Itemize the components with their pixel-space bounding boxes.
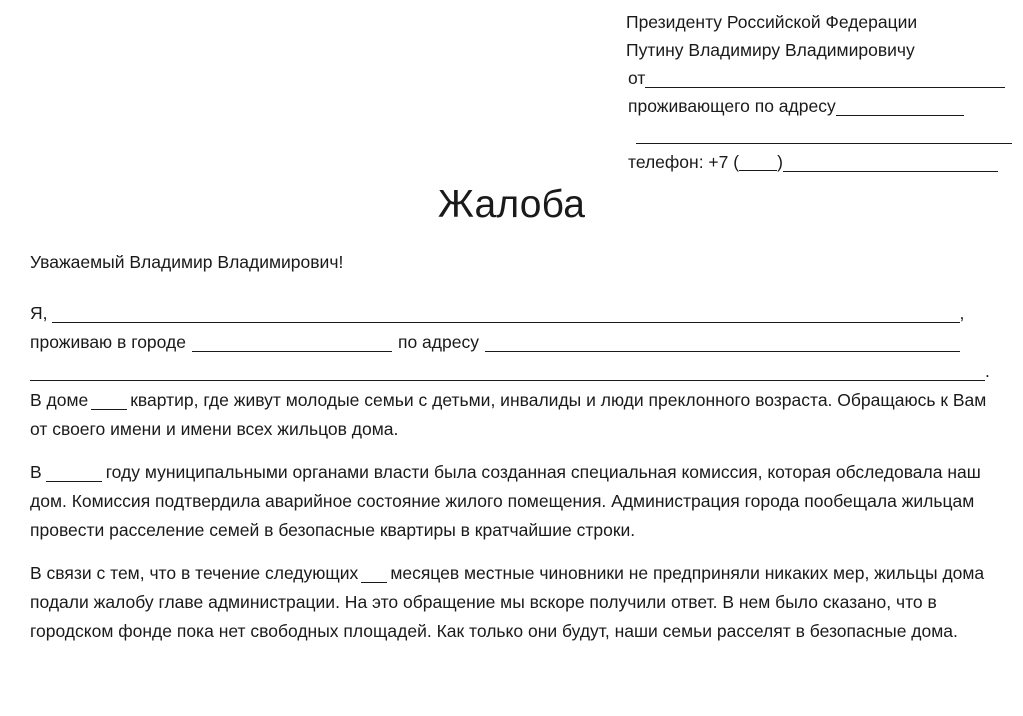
addressee-line-recipient-name: Путину Владимиру Владимировичу <box>626 40 915 60</box>
paragraph-apartments <box>30 386 998 444</box>
self-label: Я, <box>30 303 48 323</box>
phone-number-blank-line[interactable] <box>783 171 998 172</box>
full-name-blank-line[interactable] <box>52 322 960 323</box>
fill-in-row-city-address <box>30 328 995 357</box>
paragraph-apartments-part1: В доме <box>30 390 89 410</box>
from-blank-line[interactable] <box>645 87 1005 88</box>
paragraph-commission <box>30 458 998 545</box>
residence-continuation-blank-line[interactable] <box>636 143 1012 144</box>
city-label: проживаю в городе <box>30 332 186 352</box>
phone-label: телефон: +7 ( <box>628 152 740 172</box>
addressee-continuation-row <box>626 120 1016 148</box>
addressee-residence-row <box>626 92 1016 120</box>
from-label: от <box>628 68 646 88</box>
year-blank[interactable] <box>46 481 102 482</box>
addressee-phone-row <box>626 148 1016 176</box>
addressee-block <box>626 8 1016 176</box>
addressee-line-recipient-title: Президенту Российской Федерации <box>626 12 918 32</box>
paragraph-inaction-part1: В связи с тем, что в течение следующих <box>30 563 359 583</box>
addressee-from-row <box>626 64 1016 92</box>
fill-in-row-name <box>30 299 995 328</box>
residence-label: проживающего по адресу <box>628 96 836 116</box>
body-text <box>30 386 998 646</box>
paragraph-inaction <box>30 559 998 646</box>
phone-area-code-blank[interactable] <box>739 170 777 171</box>
address-blank-line[interactable] <box>485 351 960 352</box>
greeting-line: Уважаемый Владимир Владимирович! <box>30 252 344 272</box>
phone-paren-close: ) <box>777 152 783 172</box>
city-blank-line[interactable] <box>192 351 392 352</box>
paragraph-commission-part2: году муниципальными органами власти была созданная специальная комиссия, которая обследовала наш дом. Комиссия подтвердила аварийное состояние жилого помещения. Администрация города пообещала жильцам провести расселение семей в безопасные квартиры в кратчайшие строки. <box>30 462 981 540</box>
paragraph-apartments-part2: квартир, где живут молодые семьи с детьми, инвалиды и люди преклонного возраста. Обращаюсь к Вам от своего имени и имени всех жильцов дома. <box>30 390 987 439</box>
address-trailing-period: . <box>985 361 990 381</box>
paragraph-inaction-part2: месяцев местные чиновники не предприняли никаких мер, жильцы дома подали жалобу главе администрации. На это обращение мы вскоре получили ответ. В нем было сказано, что в городском фонде пока нет свободных площадей. Как только они будут, наши семьи расселят в безопасные дома. <box>30 563 985 641</box>
address-label: по адресу <box>397 332 479 352</box>
months-blank[interactable] <box>361 582 387 583</box>
fill-in-block <box>30 299 995 386</box>
self-trailing-comma: , <box>959 303 965 323</box>
residence-blank-line[interactable] <box>836 115 964 116</box>
address-continuation-blank-line[interactable] <box>30 380 985 381</box>
apartment-count-blank[interactable] <box>91 409 127 410</box>
page-title: Жалоба <box>437 183 586 226</box>
fill-in-row-address-continuation <box>30 357 995 386</box>
paragraph-commission-part1: В <box>30 462 42 482</box>
